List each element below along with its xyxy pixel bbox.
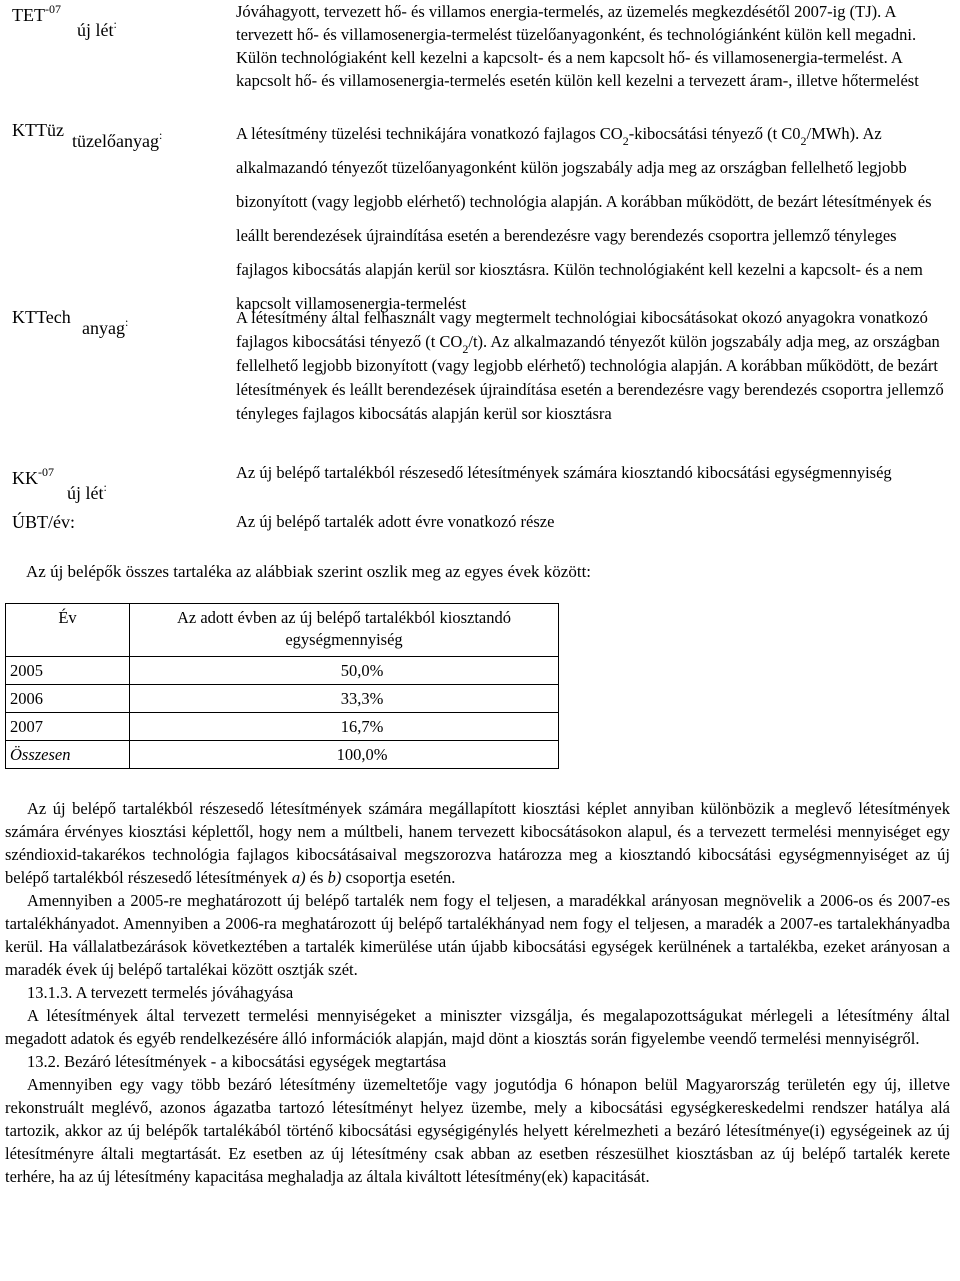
table-row-total [6,741,559,769]
desc-kk-text: Az új belépő tartalékból részesedő létesítmények számára kiosztandó kibocsátási egységmennyiség [236,463,892,482]
table-cell-value: 100,0% [130,741,559,769]
term-tet [12,2,117,40]
term-tet-sup: -07 [45,2,61,16]
table-cell-value: 50,0% [130,657,559,685]
section-heading-13-1-3: 13.1.3. A tervezett termelés jóváhagyása [27,983,294,1002]
desc-kttuz-b-sub: 2 [800,134,807,148]
term-kttech-sub: anyag [82,318,125,338]
desc-kttuz-c: /MWh). Az alkalmazandó tényezőt tüzelőanyagonként külön jogszabály adja meg az országban fellelhető legjobb bizonyított (vagy legjobb elérhető) technológia alapján. A korábban működött, de bezárt létesítmények és leállt berendezések újraindítása esetén a berendezésre vagy berendezés csoportra jellemző tényleges fajlagos kibocsátás alapján kerül sor kiosztásra. Külön technológiaként kell kezelni a kapcsolt- és a nem kapcsolt villamosenergia-termelést [236,124,932,313]
table-row [6,713,559,741]
paragraph-text: csoportja esetén. [341,868,456,887]
term-kk [12,465,107,503]
paragraph-reserve-carryover: Amennyiben a 2005-re meghatározott új belépő tartalék nem fogy el teljesen, a maradékkal arányosan megnövelik a 2006-os és 2007-es tartalékhányadot. Amennyiben a 2006-ra meghatározott új belépő tartalékhányad nem fogy el teljesen, a maradék a 2007-es tartalekhányadba kerül. Ha vállalatbezárások következtében a tartalék kimerülése után újabb kibocsátási egységek kerülnének a tartalékba, ezeket arányosan a maradék évek új belépő tartalékai között osztják szét. [5,891,950,979]
term-kk-sup: -07 [38,465,54,479]
term-kttuz-colon: : [158,128,163,142]
desc-ubt-text: Az új belépő tartalék adott évre vonatkozó része [236,512,555,531]
paragraph-text: Az új belépő tartalékból részesedő létesítmények számára megállapított kiosztási képlet annyiban különbözik a meglevő létesítmények számára érvényes kiosztási képlettől, hogy nem a múltbeli, hanem tervezett kibocsátásokon alapul, és a tervezett termelési mennyiséget egy széndioxid-takarékos technológia fajlagos kibocsátásaival megszorozva határozza meg a kiosztandó kibocsátási egységmennyiséget az új belépő tartalékból részesedő létesítmények [5,799,950,887]
table-cell-value: 16,7% [130,713,559,741]
table-cell-year: Összesen [6,741,130,769]
paragraph-allocation-formula [5,797,950,889]
reserve-intro: Az új belépők összes tartaléka az alábbiak szerint oszlik meg az egyes évek között: [26,562,592,581]
term-kk-colon: : [103,480,107,494]
table-cell-year: 2005 [6,657,130,685]
term-tet-main: TET [12,5,45,25]
desc-tet [236,0,952,92]
term-ubt [12,511,75,533]
body-text [5,797,950,1188]
term-kttuz-sub: tüzelőanyag [72,131,159,151]
desc-kttuz-b: -kibocsátási tényező (t C0 [628,124,801,143]
term-kttech-main: KTTech [12,307,71,327]
paragraph-em: b) [327,868,342,887]
table-header-row [6,604,559,657]
term-kttech-colon: : [124,315,129,329]
desc-kttech [236,306,952,426]
table-header-year: Év [6,604,130,657]
term-ubt-main: ÚBT/év: [12,512,75,532]
definitions-block [0,0,960,540]
desc-kttuz [236,117,952,321]
term-tet-colon: : [113,17,117,31]
term-kttuz [12,119,163,151]
term-kttech [12,306,129,338]
desc-kk [236,461,952,484]
table-row [6,685,559,713]
paragraph-production-approval: A létesítmények által tervezett termelési mennyiségeket a miniszter vizsgálja, és megalapozottságukat mérlegeli a létesítmény által megadott adatok és egyéb rendelkezésére álló információk alapján, majd dönt a kiosztás során figyelembe veendő termelési mennyiségről. [5,1006,950,1048]
allocation-table [5,603,559,769]
desc-kttech-a-sub: 2 [462,342,469,356]
table-cell-year: 2006 [6,685,130,713]
term-tet-sub: új lét [77,20,114,40]
desc-kttuz-a: A létesítmény tüzelési technikájára vonatkozó fajlagos CO [236,124,623,143]
section-heading-13-2: 13.2. Bezáró létesítmények - a kibocsátási egységek megtartása [27,1052,447,1071]
paragraph-closing-installations: Amennyiben egy vagy több bezáró létesítmény üzemeltetője vagy jogutódja 6 hónapon belül Magyarország területén egy új, illetve rekonstruált meglévő, azonos ágazatba tartozó létesítményt helyez üzembe, mely a kibocsátási egységkereskedelmi rendszer hatálya alá tartozik, akkor az új belépők tartalékából történő kibocsátási egységigénylés helyett kérelmezheti a bezáró létesítménye(i) egységeinek az új létesítményre általi megtartását. Ez esetben az új létesítmény csak abban az esetben részesülhet kiosztásban az új belépő tartalék kerete terhére, ha az új létesítmény kapacitása meghaladja az általa kiváltott létesítmény(ek) kapacitását. [5,1075,950,1186]
term-kttuz-main: KTTüz [12,120,64,140]
paragraph-text: és [305,868,328,887]
term-kk-sub: új lét [67,483,104,503]
desc-kttech-b: /t). Az alkalmazandó tényezőt külön jogszabály adja meg, az országban fellelhető legjobb bizonyított (vagy legjobb elérhető) technológia alapján. A korábban működött, de bezárt létesítmények és leállt berendezések újraindítása esetén a berendezésre vagy berendezés csoportra jellemző tényleges fajlagos kibocsátás alapján kerül sor kiosztásra [236,332,944,423]
table-row [6,657,559,685]
table-cell-value: 33,3% [130,685,559,713]
paragraph-em: a) [291,868,306,887]
table-cell-year: 2007 [6,713,130,741]
desc-kttech-a: A létesítmény által felhasznált vagy megtermelt technológiai kibocsátásokat okozó anyagokra vonatkozó fajlagos kibocsátási tényező (t CO [236,308,928,351]
term-kk-main: KK [12,468,38,488]
table-header-quantity: Az adott évben az új belépő tartalékból kiosztandó egységmennyiség [130,604,559,657]
desc-ubt [236,510,952,533]
desc-kttuz-a-sub: 2 [622,134,629,148]
desc-tet-text: Jóváhagyott, tervezett hő- és villamos energia-termelés, az üzemelés megkezdésétől 2007-ig (TJ). A tervezett hő- és villamosenergia-termelést tüzelőanyagonként, és technológiánként külön kell megadni. Külön technológiaként kell kezelni a kapcsolt- és a nem kapcsolt hő- és villamosenergia-termelést. A kapcsolt hő- és villamosenergia-termelés esetén külön kell kezelni a tervezett áram-, illetve hőtermelést [236,2,919,90]
